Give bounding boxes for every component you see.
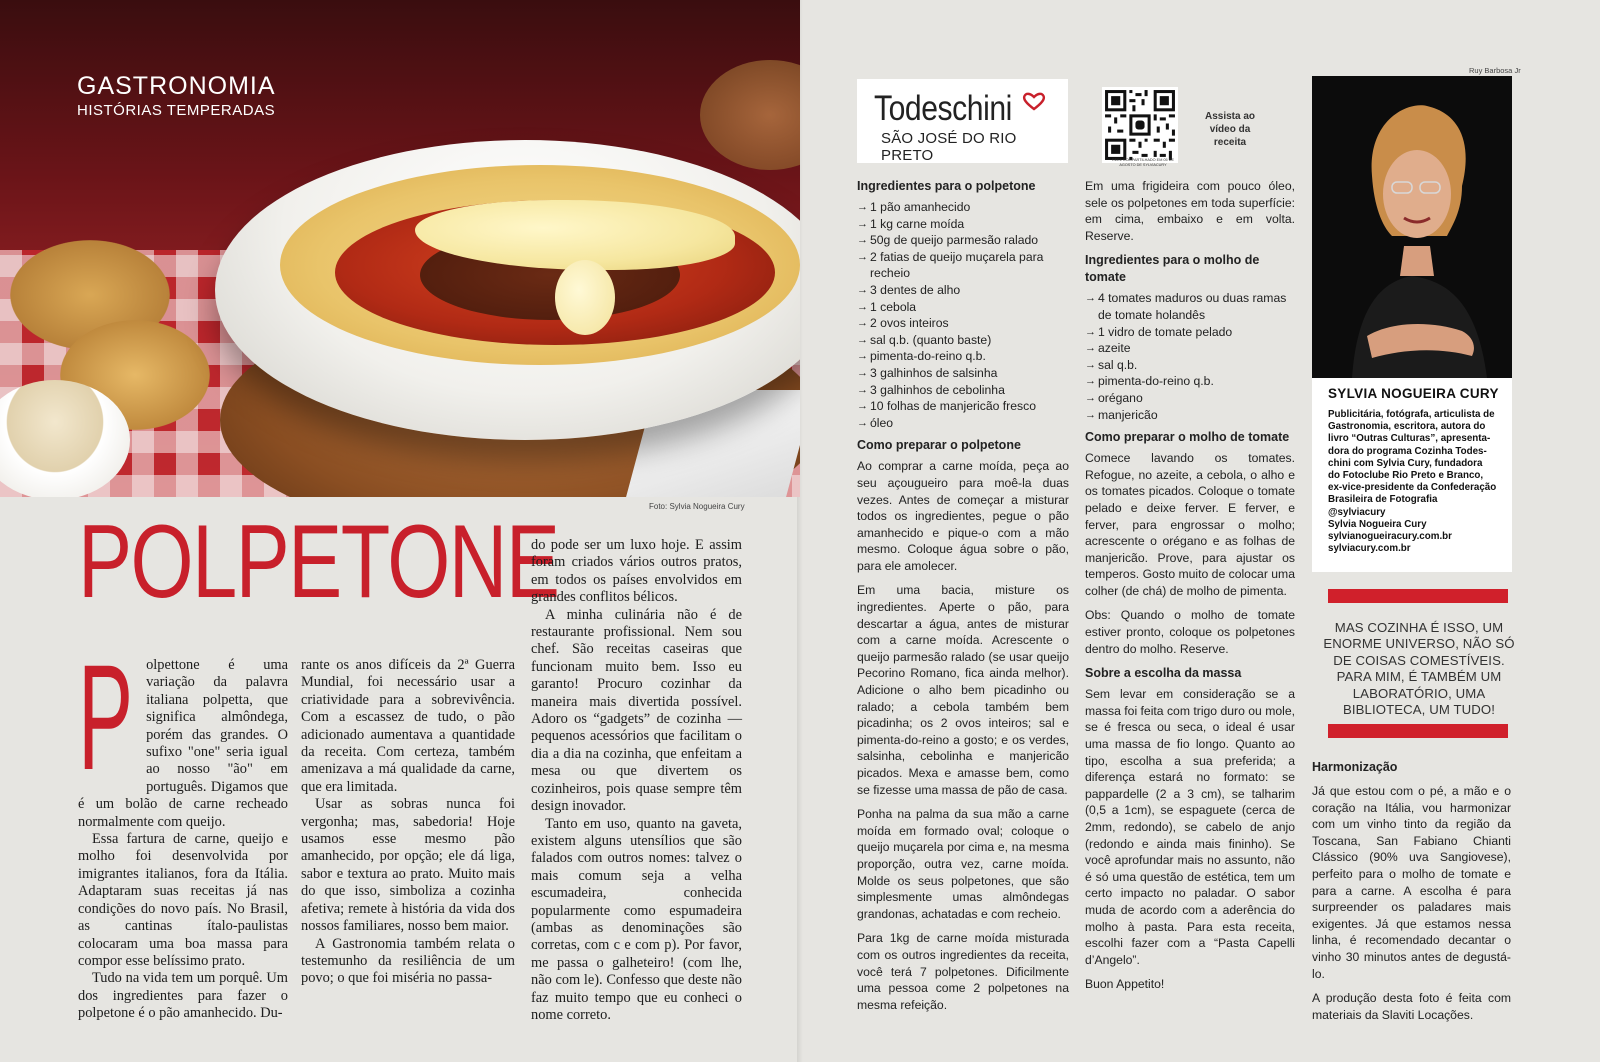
ingredient-item: → óleo <box>857 415 1069 432</box>
pairing-section <box>1312 759 1511 1031</box>
pull-quote: MAS COZINHA É ISSO, UM ENORME UNIVERSO, NÃO SÓ DE COISAS COMESTÍVEIS. PARA MIM, É TAMBÉM UM LABORATÓRIO, UMA BIBLIOTECA, UM TUDO! <box>1323 620 1515 718</box>
ingredient-item: → 1 kg carne moída <box>857 216 1069 233</box>
section-title: GASTRONOMIA <box>77 72 276 100</box>
ingredient-item: → 1 cebola <box>857 299 1069 316</box>
facebook-name[interactable]: Sylvia Nogueira Cury <box>1328 518 1427 530</box>
instagram-handle[interactable]: @sylviacury <box>1328 506 1386 518</box>
cheese-filling <box>555 260 615 335</box>
author-bio <box>1328 409 1504 555</box>
paragraph: Essa fartura de carne, queijo e molho foi desenvolvida por imigrantes italianos, fora da Itália. Adaptaram suas receitas já nas condições do novo país. No Brasil, as cantinas ítalo-paulistas colocaram uma boa massa para compor esse belíssimo prato. <box>78 831 288 969</box>
pasta-heading: Sobre a escolha da massa <box>1085 666 1242 681</box>
prep-paragraph: Ponha na palma da sua mão a carne moída em formado oval; coloque o queijo muçarela por cima e, na mesma proporção, outra vez, carne moída. Molde os seus polpetones, que são simplesmente umas almôndegas grandonas, achatadas e com recheio. <box>857 807 1069 921</box>
website-link[interactable]: sylviacury.com.br <box>1328 543 1411 555</box>
photo-credit: Foto: Sylvia Nogueira Cury <box>649 502 745 511</box>
ingredient-item: → pimenta-do-reino q.b. <box>1085 373 1295 390</box>
bio-line: Brasileira de Fotografia <box>1328 494 1438 506</box>
quote-bar-top <box>1328 589 1508 603</box>
pasta-paragraph: Sem levar em consideração se a massa foi feita com trigo duro ou mole, se é fresca ou seca, o ideal é usar uma massa de fio longo. Quanto ao tipo, escolha a sua preferida; a diferença estará no formato: se pappardelle (2 a 3 cm), se talharim (0,5 a 1cm), se espaguete (cerca de 2mm, redondo), se cabelo de anjo (redondo e ainda mais fininho). Se você aprofundar mais no assunto, não é só uma questão de estética, tem um certo impacto no paladar. O sabor muda de acordo com a aderência do molho à pasta. Para esta receita, escolhi fazer com a “Pasta Capelli d’Angelo”. <box>1085 687 1295 967</box>
heart-icon <box>1022 91 1046 111</box>
paragraph: do pode ser um luxo hoje. E assim foram criados vários outros pratos, em todos os países envolvidos em grandes conflitos bélicos. <box>531 537 742 606</box>
bio-line: dora do programa Cozinha Todes- <box>1328 445 1487 457</box>
recipe-column-2 <box>1085 178 1295 1001</box>
ingredient-item: → 3 galhinhos de cebolinha <box>857 382 1069 399</box>
paragraph: Tudo na vida tem um porquê. Um dos ingredientes para fazer o polpetone é o pão amanhecido. Du- <box>78 970 288 1022</box>
fry-paragraph: Em uma frigideira com pouco óleo, sele os polpetones em toda superfície: em cima, embaixo e em volta. Reserve. <box>1085 179 1295 243</box>
ingredient-item: → 10 folhas de manjericão fresco <box>857 398 1069 415</box>
ingredient-item: → 2 fatias de queijo muçarela para recheio <box>857 249 1069 282</box>
bio-line: Publicitária, fotógrafa, articulista de <box>1328 409 1495 420</box>
paragraph: A Gastronomia também relata o testemunho da resiliência de um povo; o que foi miséria no passa- <box>301 935 515 987</box>
ingredient-item: → 3 dentes de alho <box>857 282 1069 299</box>
paragraph: rante os anos difíceis da 2ª Guerra Mundial, foi necessário usar a criatividade para a sobrevivência. Com a escassez de tudo, o pão adicionado aumentava a quantidade da receita. Com certeza, também amenizava a má qualidade da carne, que era limitada. <box>301 657 515 795</box>
quote-bar-bottom <box>1328 724 1508 738</box>
author-name: SYLVIA NOGUEIRA CURY <box>1328 386 1499 401</box>
ingredients-list <box>857 199 1069 431</box>
drop-cap: P <box>78 633 134 801</box>
bio-line: do Fotoclube Rio Preto e Branco, <box>1328 470 1484 482</box>
ingredient-item: → pimenta-do-reino q.b. <box>857 348 1069 365</box>
article-column-3 <box>531 537 742 1024</box>
website-link[interactable]: sylvianogueiracury.com.br <box>1328 531 1452 543</box>
ingredient-item: → orégano <box>1085 390 1295 407</box>
prep-heading: Como preparar o polpetone <box>857 438 1021 453</box>
brand-logo <box>857 79 1068 163</box>
hero-photo <box>0 0 800 497</box>
ingredient-item: → 3 galhinhos de salsinha <box>857 365 1069 382</box>
pairing-paragraph: A produção desta foto é feita com materiais da Slaviti Locações. <box>1312 991 1511 1022</box>
ingredients-heading: Ingredientes para o polpetone <box>857 179 1036 193</box>
author-photo-credit: Ruy Barbosa Jr <box>1469 66 1521 75</box>
ingredient-item: → sal q.b. <box>1085 357 1295 374</box>
ingredient-item: → 1 pão amanhecido <box>857 199 1069 216</box>
ingredient-item: → 4 tomates maduros ou duas ramas de tomate holandês <box>1085 290 1295 323</box>
paragraph: Polpettone é uma variação da palavra italiana polpetta, que significa almôndega, porém das grandes. O sufixo "one" seria igual ao nosso "ão" em português. Digamos que é um bolão de carne recheado normalmente com queijo. <box>78 633 288 830</box>
prep-paragraph: Em uma bacia, misture os ingredientes. Aperte o pão, para descartar a água, antes de misturar com a carne moída. Acrescente o queijo parmesão ralado (se usar queijo Pecorino Romano, fica ainda melhor). Adicione o alho bem picadinho ou ralado; a cebola também bem picadinha; os 2 ovos inteiros; sal e pimenta-do-reino a gosto; e os verdes, salsinha, cebolinha e manjericão picados. Mexa e amasse bem, como se fizesse uma massa de pão de casa. <box>857 583 1069 797</box>
paragraph: Tanto em uso, quanto na gaveta, existem alguns utensílios que são falados com outros nomes: talvez o mais comum seja a velha escumadeira, conhecida popularmente como espumadeira (ambas as denominações são corretas, com c e com p). Por favor, me passa o galheteiro! (com lhe, não com le). Confesso que deste não faz muito tempo que eu conheci o nome correto. <box>531 815 742 1023</box>
bio-line: Gastronomia, escritora, autora do <box>1328 421 1486 433</box>
ingredient-item: → manjericão <box>1085 407 1295 424</box>
sauce-prep-paragraph: Obs: Quando o molho de tomate estiver pronto, coloque os polpetones dentro do molho. Reserve. <box>1085 608 1295 656</box>
pairing-paragraph: Já que estou com o pé, a mão e o coração na Itália, vou harmonizar com um vinho tinto da região da Toscana, San Fabiano Chianti Clássico (90% uva Sangiovese), perfeito para o molho de tomate e para a carne. A escolha é para surpreender os paladares mais exigentes. Já que estamos nessa linha, é recomendado decantar o vinho 30 minutos antes de degustá-lo. <box>1312 784 1511 981</box>
ingredient-item: → 50g de queijo parmesão ralado <box>857 232 1069 249</box>
ingredient-item: → sal q.b. (quanto baste) <box>857 332 1069 349</box>
sauce-ingredients-heading: Ingredientes para o molho de tomate <box>1085 253 1260 285</box>
bio-line: ex-vice-presidente da Confederação <box>1328 482 1497 494</box>
author-portrait <box>1312 76 1512 378</box>
prep-paragraph: Para 1kg de carne moída misturada com os outros ingredientes da receita, você terá 7 polpetones. Dificilmente uma pessoa come 2 polpetones na mesma refeição. <box>857 931 1069 1012</box>
author-card <box>1312 76 1512 572</box>
prep-paragraph: Ao comprar a carne moída, peça ao seu açougueiro para moê-la duas vezes. Antes de começar a misturar todos os ingredientes, pegue o pão amanhecido e pique-o com a mão mesmo. Coloque água sobre o pão, para ele amolecer. <box>857 459 1069 573</box>
paragraph: A minha culinária não é de restaurante profissional. Nem sou chef. São receitas caseiras que funcionam muito bem. Isso eu garanto! Procuro cozinhar da maneira mais divertida possível. Adoro os “gadgets” de cozinha — pequenos acessórios que facilitam o dia a dia na cozinha, que enfeitam a mesa ou que divertem os cozinheiros, pois quase sempre têm design inovador. <box>531 606 742 815</box>
paragraph: Usar as sobras nunca foi vergonha; mas, sabedoria! Hoje usamos esse mesmo pão amanhecido, por opção; ele dá liga, sabor e textura ao prato. Muito mais do que isso, simboliza a cozinha afetiva; remete à história da vida dos nossos familiares, nosso bem maior. <box>301 796 515 935</box>
qr-caption: REEL COMPARTILHADO EM 05 DE AGOSTO DE SYLVIACURY <box>1112 158 1174 167</box>
article-column-2 <box>301 657 515 988</box>
sauce-prep-heading: Como preparar o molho de tomate <box>1085 430 1290 445</box>
video-cta: Assista ao vídeo da receita <box>1204 111 1256 148</box>
bio-line: livro “Outras Culturas”, apresenta- <box>1328 433 1491 445</box>
pasta-paragraph: Buon Appetito! <box>1085 977 1165 992</box>
ingredient-item: → azeite <box>1085 340 1295 357</box>
qr-code[interactable] <box>1102 87 1178 163</box>
article-title: POLPETONE <box>78 504 559 620</box>
brand-name: Todeschini <box>874 89 1012 128</box>
pairing-heading: Harmonização <box>1312 760 1398 774</box>
ingredient-item: → 1 vidro de tomate pelado <box>1085 324 1295 341</box>
sauce-ingredients-list <box>1085 290 1295 423</box>
brand-city: SÃO JOSÉ DO RIO PRETO <box>881 130 1017 164</box>
sauce-prep-paragraph: Comece lavando os tomates. Refogue, no azeite, a cebola, o alho e os tomates picados. Coloque o tomate pelado e deixe ferver. E ferver, e ferver, para engrossar o molho; acrescente o orégano e as folhas de manjericão. Prove, para ajustar os temperos. Gosto muito de colocar uma colher (de chá) de molho de pimenta. <box>1085 451 1295 598</box>
section-subtitle: HISTÓRIAS TEMPERADAS <box>77 102 276 119</box>
bio-line: chini com Sylvia Cury, fundadora <box>1328 457 1483 469</box>
ingredient-item: → 2 ovos inteiros <box>857 315 1069 332</box>
rolling-pin <box>700 60 800 170</box>
article-column-1 <box>78 633 288 1023</box>
recipe-column-1 <box>857 178 1069 1021</box>
